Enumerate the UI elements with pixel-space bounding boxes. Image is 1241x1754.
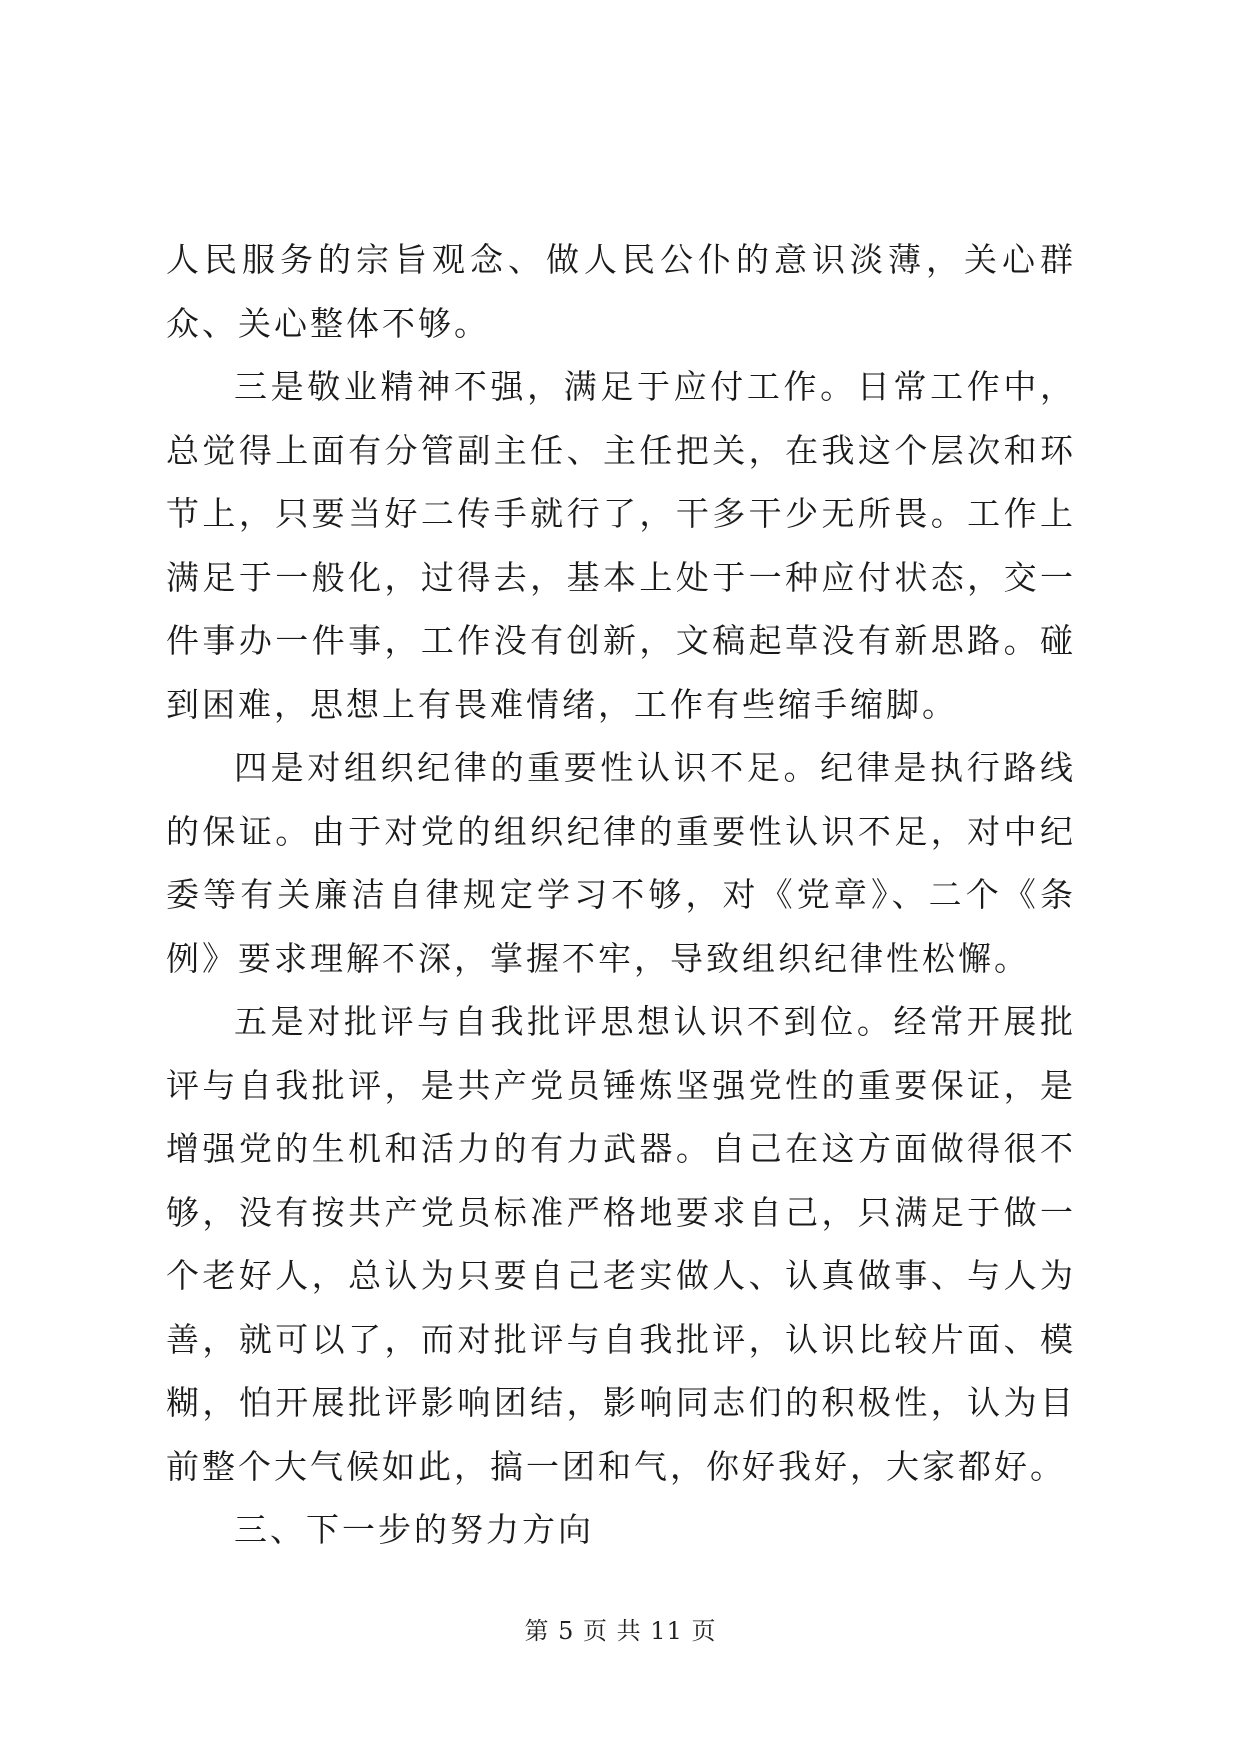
paragraph-point-three: 三是敬业精神不强，满足于应付工作。日常工作中，总觉得上面有分管副主任、主任把关，在我这个层次和环节上，只要当好二传手就行了，干多干少无所畏。工作上满足于一般化，过得去，基本上处于一种应付状态，交一件事办一件事，工作没有创新，文稿起草没有新思路。碰到困难，思想上有畏难情绪，工作有些缩手缩脚。 — [166, 367, 1076, 724]
paragraph-point-five: 五是对批评与自我批评思想认识不到位。经常开展批评与自我批评，是共产党员锤炼坚强党性的重要保证，是增强党的生机和活力的有力武器。自己在这方面做得很不够，没有按共产党员标准严格地要求自己，只满足于做一个老好人，总认为只要自己老实做人、认真做事、与人为善，就可以了，而对批评与自我批评，认识比较片面、模糊，怕开展批评影响团结，影响同志们的积极性，认为目前整个大气候如此，搞一团和气，你好我好，大家都好。 — [166, 1002, 1076, 1486]
paragraph-point-four: 四是对组织纪律的重要性认识不足。纪律是执行路线的保证。由于对党的组织纪律的重要性认识不足，对中纪委等有关廉洁自律规定学习不够，对《党章》、二个《条例》要求理解不深，掌握不牢，导致组织纪律性松懈。 — [166, 748, 1076, 978]
paragraph-continuation: 人民服务的宗旨观念、做人民公仆的意识淡薄，关心群众、关心整体不够。 — [166, 240, 1076, 343]
document-body — [166, 228, 1076, 1562]
page-number-footer: 第 5 页 共 11 页 — [524, 1617, 717, 1645]
section-heading: 三、下一步的努力方向 — [234, 1510, 594, 1549]
